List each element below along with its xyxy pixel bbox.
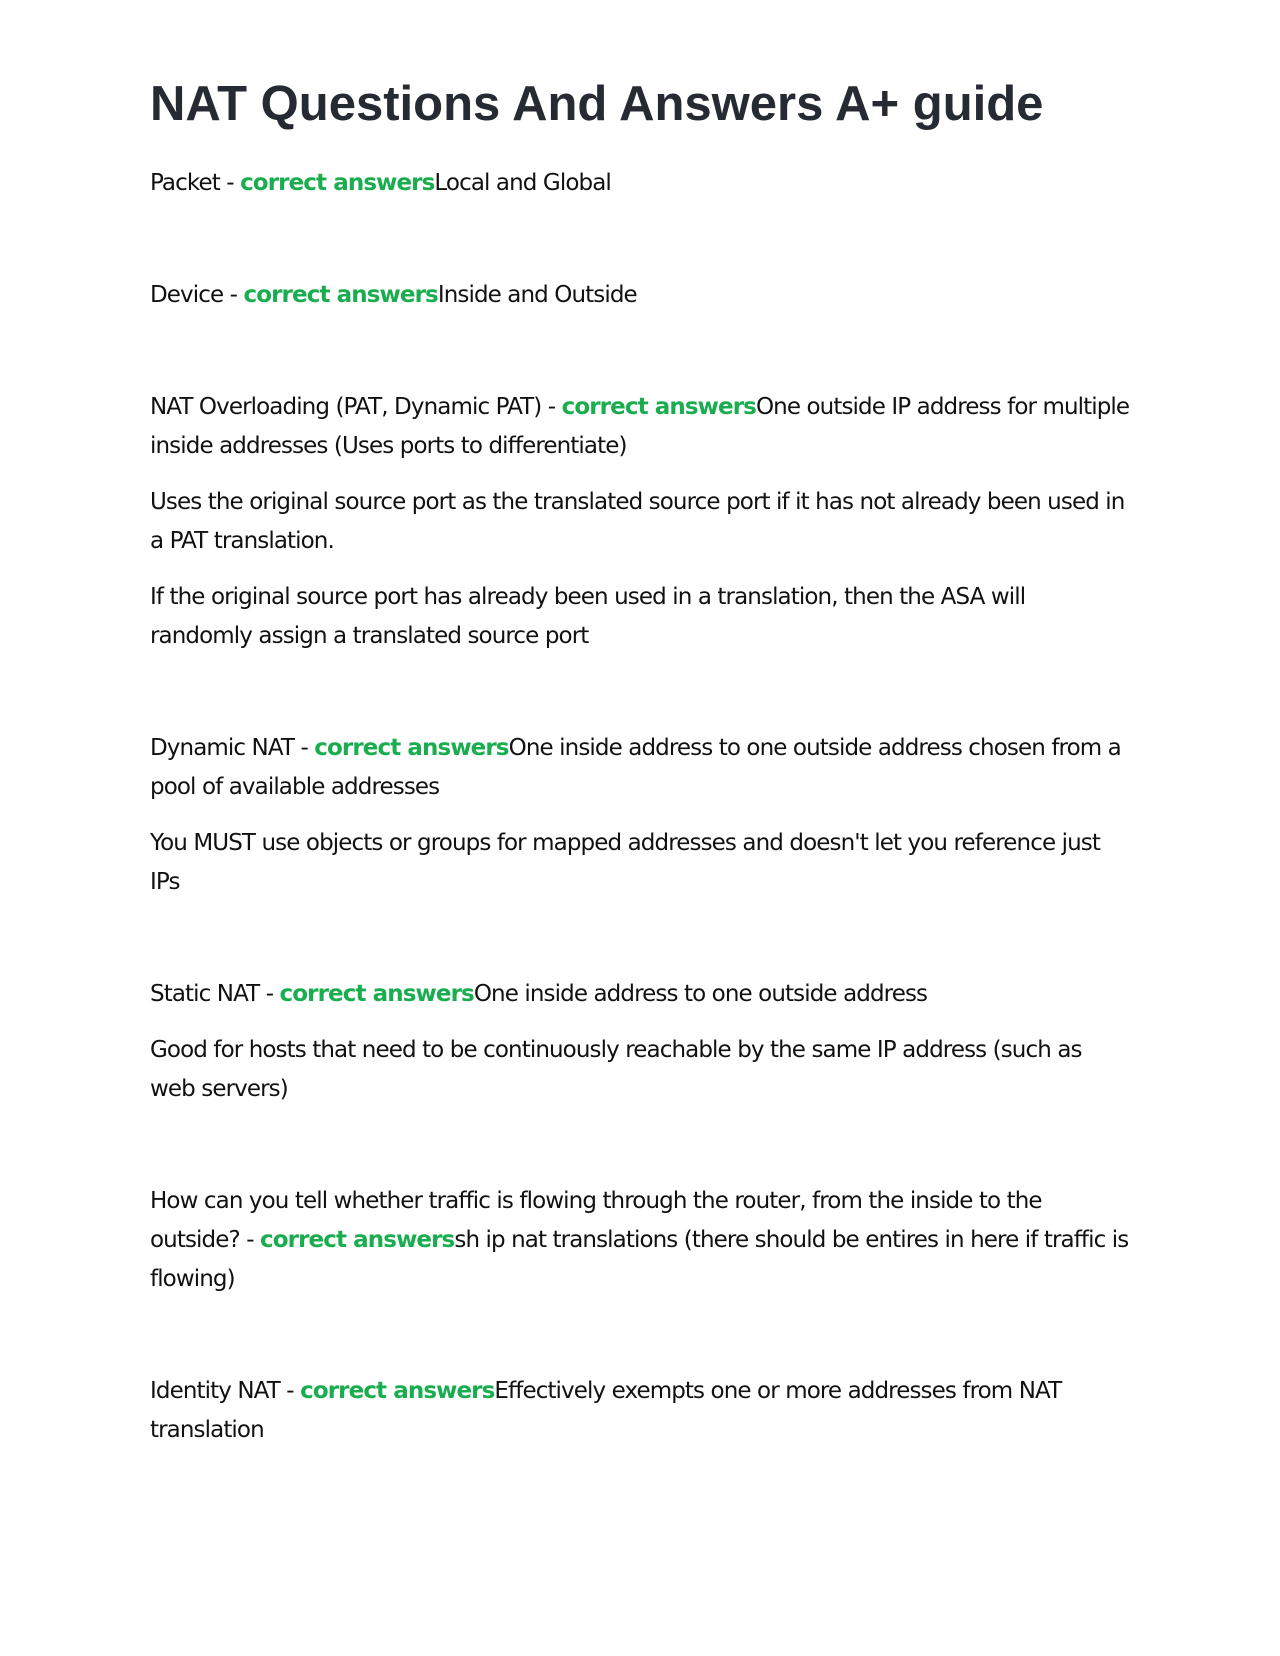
qa-paragraph [150, 1372, 1130, 1450]
qa-paragraph [150, 1182, 1130, 1299]
answer-detail: If the original source port has already been used in a translation, then the ASA will randomly assign a translated source port [150, 584, 1026, 649]
answer-text: One outside IP address for multiple inside addresses (Uses ports to differentiate) [150, 394, 1130, 459]
answer-text: Inside and Outside [437, 282, 637, 308]
answer-marker: correct answers [260, 1227, 455, 1253]
document-title: NAT Questions And Answers A+ guide [150, 77, 1044, 131]
qa-paragraph [150, 164, 1130, 203]
answer-marker: correct answers [314, 735, 509, 761]
answer-detail: Good for hosts that need to be continuously reachable by the same IP address (such as web servers) [150, 1037, 1082, 1102]
answer-marker: correct answers [279, 981, 474, 1007]
answer-marker: correct answers [561, 394, 756, 420]
answer-text: Local and Global [434, 170, 611, 196]
answer-marker: correct answers [300, 1378, 495, 1404]
answer-text: One inside address to one outside address chosen from a pool of available addresses [150, 735, 1121, 800]
answer-detail: You MUST use objects or groups for mapped addresses and doesn't let you reference just IPs [150, 830, 1100, 895]
qa-entry-identity-nat [150, 1372, 1130, 1450]
question-text: NAT Overloading (PAT, Dynamic PAT) - [150, 394, 562, 420]
question-text: Identity NAT - [150, 1378, 301, 1404]
answer-text: Effectively exempts one or more addresses from NAT translation [150, 1378, 1062, 1443]
question-text: Dynamic NAT - [150, 735, 315, 761]
answer-text: sh ip nat translations (there should be entires in here if traffic is flowing) [150, 1227, 1129, 1292]
qa-paragraph [150, 276, 1130, 315]
qa-paragraph [150, 975, 1130, 1014]
question-text: Packet - [150, 170, 241, 196]
qa-entry-nat-overloading [150, 388, 1130, 656]
answer-detail: Uses the original source port as the translated source port if it has not already been used in a PAT translation. [150, 489, 1125, 554]
question-text: Device - [150, 282, 244, 308]
qa-entry-dynamic-nat [150, 729, 1130, 902]
qa-entry-traffic-flow [150, 1182, 1130, 1299]
qa-entry-device [150, 276, 1130, 315]
qa-paragraph [150, 729, 1130, 807]
question-text: Static NAT - [150, 981, 280, 1007]
qa-paragraph [150, 388, 1130, 466]
answer-marker: correct answers [243, 282, 438, 308]
qa-entry-packet [150, 164, 1130, 203]
qa-entry-static-nat [150, 975, 1130, 1109]
question-text: How can you tell whether traffic is flowing through the router, from the inside to the outside? - [150, 1188, 1042, 1253]
answer-marker: correct answers [240, 170, 435, 196]
answer-text: One inside address to one outside address [473, 981, 928, 1007]
